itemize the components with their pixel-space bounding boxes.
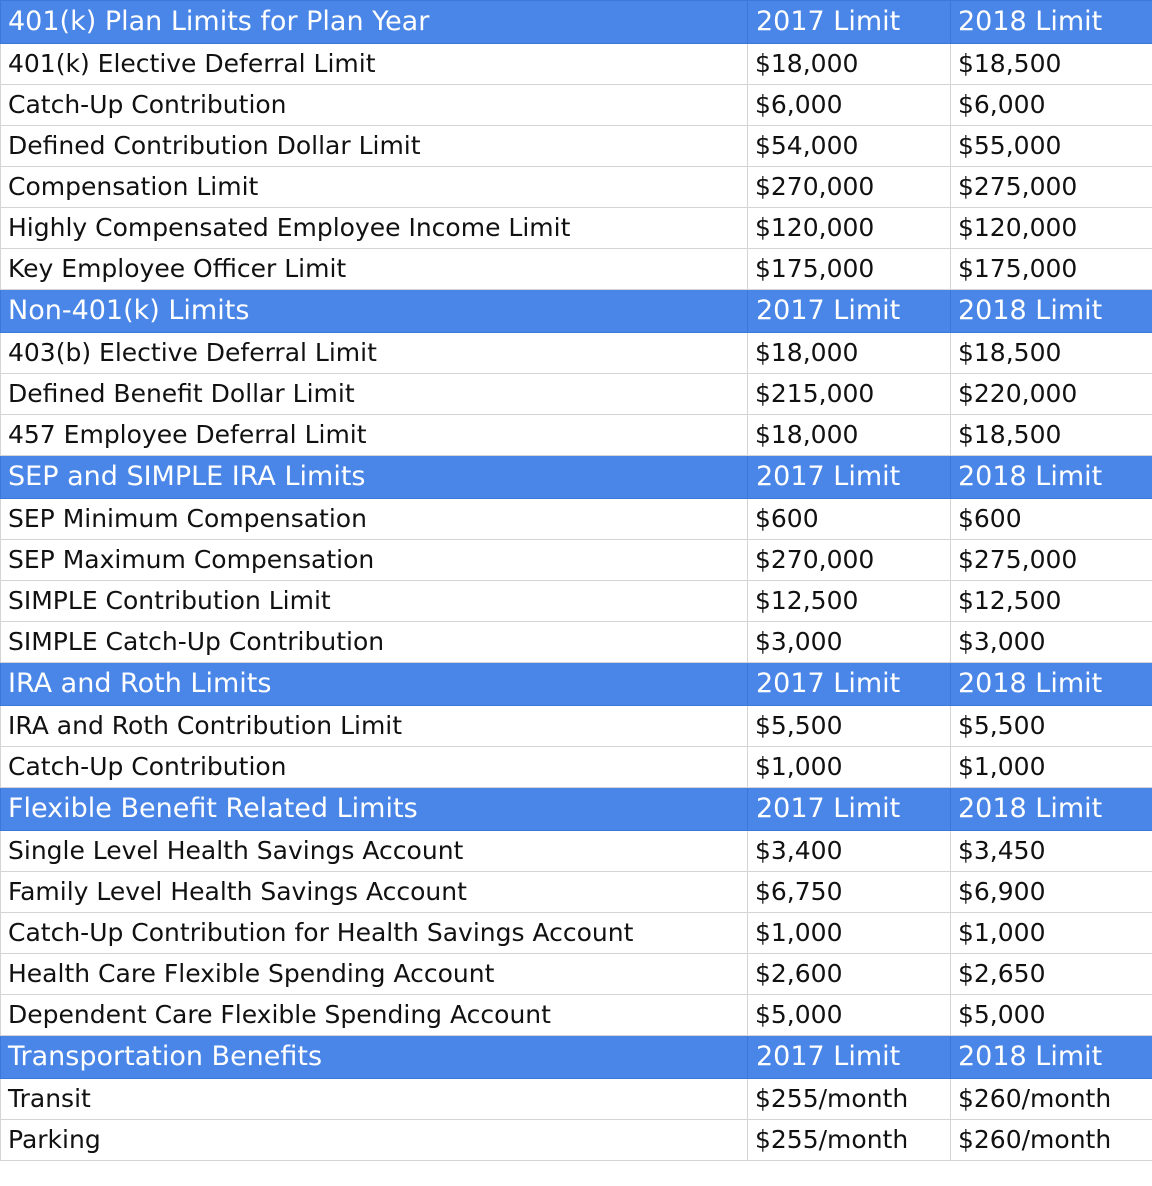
value-2017: $255/month bbox=[748, 1079, 951, 1120]
value-2017: $270,000 bbox=[748, 540, 951, 581]
value-2018: $260/month bbox=[951, 1079, 1152, 1120]
limits-table-body bbox=[1, 1, 1152, 1161]
col-header-2017: 2017 Limit bbox=[748, 788, 951, 831]
value-2018: $6,000 bbox=[951, 85, 1152, 126]
table-row bbox=[1, 995, 1152, 1036]
limit-label: 457 Employee Deferral Limit bbox=[1, 415, 748, 456]
value-2017: $5,500 bbox=[748, 706, 951, 747]
value-2017: $3,000 bbox=[748, 622, 951, 663]
value-2018: $5,000 bbox=[951, 995, 1152, 1036]
table-row bbox=[1, 208, 1152, 249]
limit-label: Parking bbox=[1, 1120, 748, 1161]
value-2017: $600 bbox=[748, 499, 951, 540]
value-2017: $2,600 bbox=[748, 954, 951, 995]
value-2018: $260/month bbox=[951, 1120, 1152, 1161]
table-row bbox=[1, 1120, 1152, 1161]
table-row bbox=[1, 872, 1152, 913]
table-row bbox=[1, 126, 1152, 167]
value-2017: $1,000 bbox=[748, 913, 951, 954]
limit-label: 403(b) Elective Deferral Limit bbox=[1, 333, 748, 374]
section-title: IRA and Roth Limits bbox=[1, 663, 748, 706]
section-header-row bbox=[1, 290, 1152, 333]
table-row bbox=[1, 85, 1152, 126]
limit-label: Catch-Up Contribution bbox=[1, 85, 748, 126]
table-row bbox=[1, 954, 1152, 995]
value-2018: $175,000 bbox=[951, 249, 1152, 290]
table-row bbox=[1, 622, 1152, 663]
section-title: SEP and SIMPLE IRA Limits bbox=[1, 456, 748, 499]
col-header-2018: 2018 Limit bbox=[951, 456, 1152, 499]
limit-label: Dependent Care Flexible Spending Account bbox=[1, 995, 748, 1036]
col-header-2017: 2017 Limit bbox=[748, 1, 951, 44]
limit-label: Single Level Health Savings Account bbox=[1, 831, 748, 872]
col-header-2018: 2018 Limit bbox=[951, 663, 1152, 706]
value-2017: $3,400 bbox=[748, 831, 951, 872]
section-header-row bbox=[1, 456, 1152, 499]
value-2017: $6,000 bbox=[748, 85, 951, 126]
table-row bbox=[1, 747, 1152, 788]
value-2018: $3,000 bbox=[951, 622, 1152, 663]
value-2017: $120,000 bbox=[748, 208, 951, 249]
col-header-2017: 2017 Limit bbox=[748, 663, 951, 706]
limit-label: Defined Contribution Dollar Limit bbox=[1, 126, 748, 167]
limit-label: Catch-Up Contribution for Health Savings Account bbox=[1, 913, 748, 954]
value-2018: $120,000 bbox=[951, 208, 1152, 249]
table-row bbox=[1, 249, 1152, 290]
table-row bbox=[1, 374, 1152, 415]
value-2018: $600 bbox=[951, 499, 1152, 540]
value-2018: $220,000 bbox=[951, 374, 1152, 415]
table-row bbox=[1, 540, 1152, 581]
value-2018: $18,500 bbox=[951, 44, 1152, 85]
value-2017: $6,750 bbox=[748, 872, 951, 913]
limit-label: 401(k) Elective Deferral Limit bbox=[1, 44, 748, 85]
limit-label: Defined Benefit Dollar Limit bbox=[1, 374, 748, 415]
value-2018: $55,000 bbox=[951, 126, 1152, 167]
limit-label: Family Level Health Savings Account bbox=[1, 872, 748, 913]
section-header-row bbox=[1, 788, 1152, 831]
limit-label: Catch-Up Contribution bbox=[1, 747, 748, 788]
table-row bbox=[1, 333, 1152, 374]
value-2017: $270,000 bbox=[748, 167, 951, 208]
table-row bbox=[1, 499, 1152, 540]
limit-label: Transit bbox=[1, 1079, 748, 1120]
col-header-2018: 2018 Limit bbox=[951, 1036, 1152, 1079]
table-row bbox=[1, 44, 1152, 85]
table-row bbox=[1, 167, 1152, 208]
col-header-2018: 2018 Limit bbox=[951, 1, 1152, 44]
value-2018: $1,000 bbox=[951, 913, 1152, 954]
section-header-row bbox=[1, 1036, 1152, 1079]
table-row bbox=[1, 415, 1152, 456]
value-2018: $1,000 bbox=[951, 747, 1152, 788]
value-2018: $2,650 bbox=[951, 954, 1152, 995]
section-header-row bbox=[1, 663, 1152, 706]
value-2018: $5,500 bbox=[951, 706, 1152, 747]
value-2017: $12,500 bbox=[748, 581, 951, 622]
limit-label: Compensation Limit bbox=[1, 167, 748, 208]
section-title: Transportation Benefits bbox=[1, 1036, 748, 1079]
value-2017: $1,000 bbox=[748, 747, 951, 788]
limit-label: Highly Compensated Employee Income Limit bbox=[1, 208, 748, 249]
value-2018: $275,000 bbox=[951, 167, 1152, 208]
value-2017: $54,000 bbox=[748, 126, 951, 167]
value-2018: $12,500 bbox=[951, 581, 1152, 622]
section-title: Non-401(k) Limits bbox=[1, 290, 748, 333]
table-row bbox=[1, 706, 1152, 747]
value-2018: $18,500 bbox=[951, 333, 1152, 374]
table-row bbox=[1, 831, 1152, 872]
limit-label: SIMPLE Contribution Limit bbox=[1, 581, 748, 622]
limit-label: SIMPLE Catch-Up Contribution bbox=[1, 622, 748, 663]
col-header-2017: 2017 Limit bbox=[748, 1036, 951, 1079]
value-2017: $18,000 bbox=[748, 415, 951, 456]
limit-label: Key Employee Officer Limit bbox=[1, 249, 748, 290]
table-row bbox=[1, 581, 1152, 622]
table-row bbox=[1, 1079, 1152, 1120]
section-title: Flexible Benefit Related Limits bbox=[1, 788, 748, 831]
table-row bbox=[1, 913, 1152, 954]
value-2017: $18,000 bbox=[748, 333, 951, 374]
col-header-2017: 2017 Limit bbox=[748, 456, 951, 499]
col-header-2018: 2018 Limit bbox=[951, 290, 1152, 333]
section-title: 401(k) Plan Limits for Plan Year bbox=[1, 1, 748, 44]
value-2017: $18,000 bbox=[748, 44, 951, 85]
value-2018: $18,500 bbox=[951, 415, 1152, 456]
col-header-2017: 2017 Limit bbox=[748, 290, 951, 333]
limit-label: SEP Minimum Compensation bbox=[1, 499, 748, 540]
value-2017: $215,000 bbox=[748, 374, 951, 415]
value-2017: $255/month bbox=[748, 1120, 951, 1161]
value-2018: $6,900 bbox=[951, 872, 1152, 913]
col-header-2018: 2018 Limit bbox=[951, 788, 1152, 831]
limit-label: Health Care Flexible Spending Account bbox=[1, 954, 748, 995]
value-2018: $275,000 bbox=[951, 540, 1152, 581]
value-2017: $5,000 bbox=[748, 995, 951, 1036]
limit-label: SEP Maximum Compensation bbox=[1, 540, 748, 581]
value-2018: $3,450 bbox=[951, 831, 1152, 872]
value-2017: $175,000 bbox=[748, 249, 951, 290]
limit-label: IRA and Roth Contribution Limit bbox=[1, 706, 748, 747]
section-header-row bbox=[1, 1, 1152, 44]
